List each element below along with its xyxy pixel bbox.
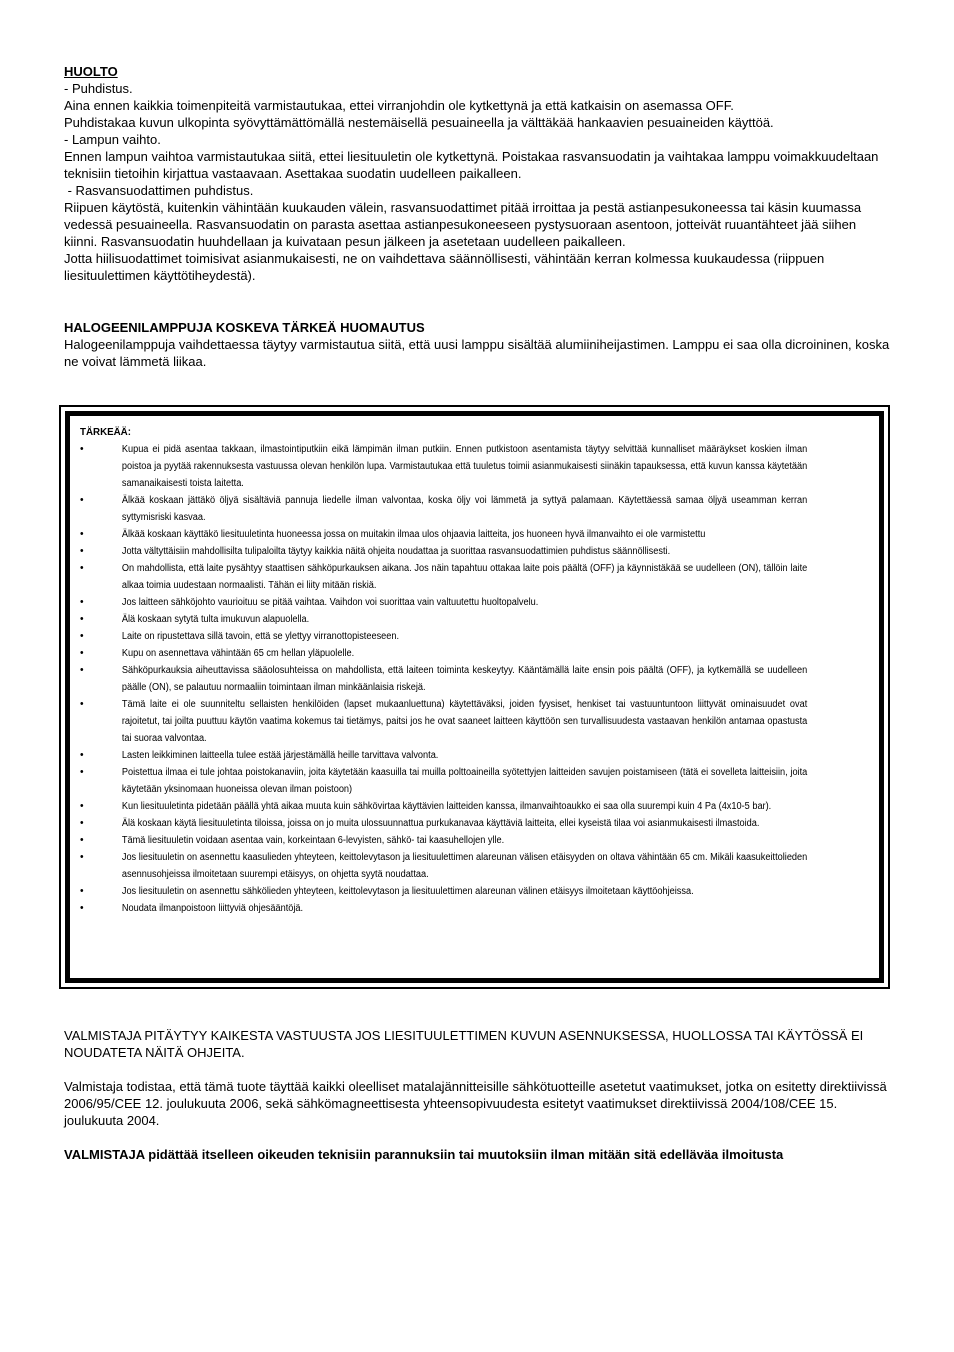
important-list-item: [80, 628, 807, 645]
bullet-icon: •: [80, 902, 84, 914]
important-list-item: [80, 696, 807, 747]
important-list: [80, 441, 807, 917]
important-list-item: [80, 492, 807, 526]
important-item-text: Kupu on asennettava vähintään 65 cm hellan yläpuolelle.: [121, 648, 355, 659]
rights-text: VALMISTAJA pidättää itselleen oikeuden teknisiin parannuksiin tai muutoksiin ilman mitään sitä edelläväa ilmoitusta: [64, 1147, 784, 1162]
bullet-icon: •: [80, 562, 84, 574]
bullet-icon: •: [80, 596, 84, 608]
lamp-text: Ennen lampun vaihtoa varmistautukaa siitä, ettei liesituuletin ole kytkettynä. Poistakaa rasvansuodatin ja vaihtakaa lamppu voimakkuudeltaan teknisiin tietoihin kirjattua vastaavaan. Asettakaa suodatin uudelleen paikalleen.: [64, 149, 879, 181]
important-item-text: On mahdollista, että laite pysähtyy staattisen sähköpurkauksen aikana. Jos näin tapahtuu ottakaa laite pois päältä (OFF) ja käynnistäkää se uudelleen (ON), tällöin laite alkaa toimia uudestaan normaalisti. Tähän ei liity mitään riskiä.: [121, 563, 808, 591]
footer-section: [64, 1027, 890, 1180]
important-content: [80, 424, 807, 917]
bullet-icon: •: [80, 851, 84, 863]
grease-filter-subheading: - Rasvansuodattimen puhdistus.: [64, 183, 254, 198]
bullet-icon: •: [80, 698, 84, 710]
important-item-text: Jos liesituuletin on asennettu sähkölieden yhteyteen, keittolevytason ja liesituulettimen alareunan välinen etäisyys ilmoitetaan käyttöohjeissa.: [121, 886, 694, 897]
bullet-icon: •: [80, 443, 84, 455]
bullet-icon: •: [80, 664, 84, 676]
important-item-text: Kun liesituuletinta pidetään päällä yhtä aikaa muuta kuin sähkövirtaa käyttävien laitteiden kanssa, ilmanvaihtoaukko ei saa olla suurempi kuin 4 Pa (4x10-5 bar).: [121, 801, 772, 812]
important-list-item: [80, 764, 807, 798]
maintenance-section: [64, 63, 890, 370]
bullet-icon: •: [80, 494, 84, 506]
important-item-text: Noudata ilmanpoistoon liittyviä ohjesääntöjä.: [121, 903, 304, 914]
important-list-item: [80, 560, 807, 594]
halogen-text: Halogeenilamppuja vaihdettaessa täytyy varmistautua siitä, että uusi lamppu sisältää alumiiniheijastimen. Lamppu ei saa olla dicroininen, koska ne voivat lämmetä liikaa.: [64, 337, 890, 369]
bullet-icon: •: [80, 647, 84, 659]
important-list-item: [80, 815, 807, 832]
important-item-text: Kupua ei pidä asentaa takkaan, ilmastointiputkiin eikä lämpimän ilman putkiin. Ennen putkistoon asentamista täytyy selvittää kunnalliset määräykset koskien ilman poistoa ja pyytää rakennuksesta vastuussa olevan henkilön lupa. Varmistautukaa että tuuletus toimii asianmukaisesti siinäkin tapauksessa, että kuvun kanssa käytetään samanaikaisesti toista laitetta.: [121, 444, 808, 489]
important-item-text: Älä koskaan sytytä tulta imukuvun alapuolella.: [121, 614, 310, 625]
important-item-text: Jos liesituuletin on asennettu kaasulieden yhteyteen, keittolevytason ja liesituulettimen alareunan välisen etäisyyden on oltava vähintään 65 cm. Mikäli kaasukeittolieden asennusohjeissa ilmoitetaan suurempi etäisyys, on ohjetta syytä noudattaa.: [121, 852, 808, 880]
halogen-heading: HALOGEENILAMPPUJA KOSKEVA TÄRKEÄ HUOMAUTUS: [64, 320, 425, 335]
bullet-icon: •: [80, 766, 84, 778]
important-list-item: [80, 611, 807, 628]
bullet-icon: •: [80, 749, 84, 761]
bullet-icon: •: [80, 817, 84, 829]
bullet-icon: •: [80, 834, 84, 846]
compliance-text: Valmistaja todistaa, että tämä tuote täyttää kaikki oleelliset matalajännitteisille sähkötuotteille asetetut vaatimukset, jotka on esitetty direktiivissä 2006/95/CEE 12. joulukuuta 2006, sekä sähkömagneettisesta yhteensopivuudesta esitetyt vaatimukset direktiivissä 2004/108/CEE 15. joulukuuta 2004.: [64, 1079, 887, 1128]
important-list-item: [80, 526, 807, 543]
important-item-text: Poistettua ilmaa ei tule johtaa poistokanaviin, joita käytetään kaasuilla tai muilla polttoaineilla syötettyjen laitteiden savujen poistamiseen (tätä ei sovelleta laitteisiin, joita käytetään yksinomaan huoneissa olevan ilman poistoon): [121, 767, 808, 795]
cleaning-subheading: - Puhdistus.: [64, 81, 133, 96]
important-item-text: Älkää koskaan jättäkö öljyä sisältäviä pannuja liedelle ilman valvontaa, koska öljy voi lämmetä ja syttyä palamaan. Käytettäessä samaa öljyä useamman kerran syttymisriski kasvaa.: [121, 495, 808, 523]
important-list-item: [80, 883, 807, 900]
important-list-item: [80, 543, 807, 560]
carbon-filter-text: Jotta hiilisuodattimet toimisivat asianmukaisesti, ne on vaihdettava säännöllisesti, vähintään kerran kolmessa kuukaudessa (riippuen liesituulettimen käyttötiheydestä).: [64, 251, 825, 283]
important-list-item: [80, 798, 807, 815]
important-heading: TÄRKEÄÄ:: [80, 426, 131, 438]
important-list-item: [80, 645, 807, 662]
important-item-text: Tämä laite ei ole suunniteltu sellaisten henkilöiden (lapset mukaanluettuna) käytettäväksi, joiden fyysiset, henkiset tai vastuuntuntoon liittyvät ominaisuudet ovat rajoitetut, tai joilta puuttuu käytön vaatima kokemus tai tietämys, paitsi jos he ovat saaneet laitteen käyttöön sen turvallisuudesta vastaavan henkilön antamaa opastusta tai suoraa valvontaa.: [121, 699, 808, 744]
important-item-text: Jos laitteen sähköjohto vaurioituu se pitää vaihtaa. Vaihdon voi suorittaa vain valtuutettu huoltopalvelu.: [121, 597, 539, 608]
lamp-subheading: - Lampun vaihto.: [64, 132, 161, 147]
maintenance-heading: HUOLTO: [64, 64, 118, 79]
important-list-item: [80, 832, 807, 849]
important-item-text: Jotta vältyttäisiin mahdollisilta tulipaloilta täytyy kaikkia näitä ohjeita noudattaa ja suorittaa rasvansuodattimien puhdistus säännöllisesti.: [121, 546, 671, 557]
important-list-item: [80, 849, 807, 883]
important-item-text: Lasten leikkiminen laitteella tulee estää järjestämällä heille tarvittava valvonta.: [121, 750, 439, 761]
bullet-icon: •: [80, 630, 84, 642]
bullet-icon: •: [80, 545, 84, 557]
important-item-text: Laite on ripustettava sillä tavoin, että se ylettyy virranottopisteeseen.: [121, 631, 400, 642]
important-item-text: Älkää koskaan käyttäkö liesituuletinta huoneessa jossa on muitakin ilmaa ulos ohjaavia laitteita, jos huoneen hyvä ilmanvaihto ei ole varmistettu: [121, 529, 706, 540]
important-item-text: Älä koskaan käytä liesituuletinta tiloissa, joissa on jo muita ulossuunnattua purkukanavaa käyttäviä laitteita, ellei kyseistä tilaa voi asianmukaisesti ilmastoida.: [121, 818, 760, 829]
cleaning-surface-text: Puhdistakaa kuvun ulkopinta syövyttämättömällä nestemäisellä pesuaineella ja välttäkää hankaavien pesuaineiden käyttöä.: [64, 115, 774, 130]
cleaning-power-text: Aina ennen kaikkia toimenpiteitä varmistautukaa, ettei virranjohdin ole kytkettynä ja että katkaisin on asemassa OFF.: [64, 98, 734, 113]
liability-text: VALMISTAJA PITÄYTYY KAIKESTA VASTUUSTA JOS LIESITUULETTIMEN KUVUN ASENNUKSESSA, HUOLLOSSA TAI KÄYTÖSSÄ EI NOUDATETA NÄITÄ OHJEITA.: [64, 1028, 864, 1060]
bullet-icon: •: [80, 528, 84, 540]
important-item-text: Tämä liesituuletin voidaan asentaa vain, korkeintaan 6-levyisten, sähkö- tai kaasuhellojen ylle.: [121, 835, 505, 846]
bullet-icon: •: [80, 613, 84, 625]
important-list-item: [80, 900, 807, 917]
important-list-item: [80, 662, 807, 696]
bullet-icon: •: [80, 885, 84, 897]
important-list-item: [80, 441, 807, 492]
bullet-icon: •: [80, 800, 84, 812]
important-box: [59, 405, 890, 989]
important-item-text: Sähköpurkauksia aiheuttavissa sääolosuhteissa on mahdollista, että laiteen toiminta keskeytyy. Kääntämällä laite ensin pois päältä (OFF), ja kytkemällä se uudelleen päälle (ON), se palautuu normaaliin toimintaan ilman minkäänlaisia riskejä.: [121, 665, 808, 693]
important-list-item: [80, 747, 807, 764]
grease-filter-text: Riipuen käytöstä, kuitenkin vähintään kuukauden välein, rasvansuodattimet pitää irroittaa ja pestä astianpesukoneessa tai käsin kuumassa vedessä pesuaineella. Rasvansuodatin on parasta asettaa astianpesukoneeseen pystysuoraan asentoon, jotteivät ruuantähteet jää siihen kiinni. Rasvansuodatin huuhdellaan ja kuivataan pesun jälkeen ja asetetaan uudelleen paikalleen.: [64, 200, 862, 249]
important-list-item: [80, 594, 807, 611]
